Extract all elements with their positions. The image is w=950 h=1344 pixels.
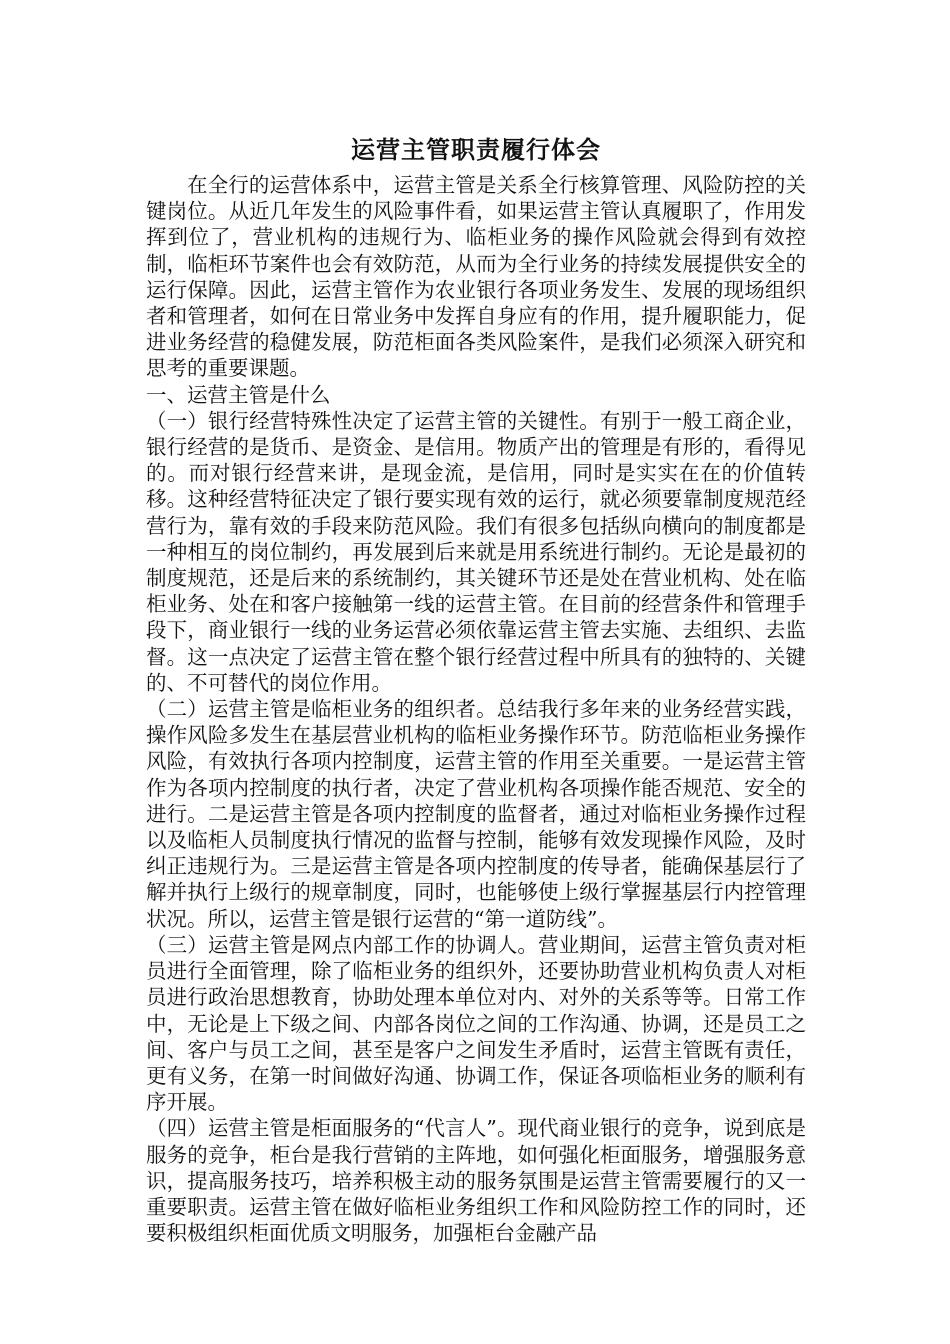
document-page [146,134,806,1246]
document-body [146,172,806,1246]
section-heading: 一、运营主管是什么 [146,382,331,407]
intro-paragraph: 在全行的运营体系中，运营主管是关系全行核算管理、风险防控的关键岗位。从近几年发生的风险事件看，如果运营主管认真履职了，作用发挥到位了，营业机构的违规行为、临柜业务的操作风险就会得到有效控制，临柜环节案件也会有效防范，从而为全行业务的持续发展提供安全的运行保障。因此，运营主管作为农业银行各项业务发生、发展的现场组织者和管理者，如何在日常业务中发挥自身应有的作用，提升履职能力，促进业务经营的稳健发展，防范柜面各类风险案件，是我们必须深入研究和思考的重要课题。 [146,173,806,381]
paragraph-item-1: （一）银行经营特殊性决定了运营主管的关键性。有别于一般工商企业，银行经营的是货币、是资金、是信用。物质产出的管理是有形的，看得见的。而对银行经营来讲，是现金流，是信用，同时是实实在在的价值转移。这种经营特征决定了银行要实现有效的运行，就必须要靠制度规范经营行为，靠有效的手段来防范风险。我们有很多包括纵向横向的制度都是一种相互的岗位制约，再发展到后来就是用系统进行制约。无论是最初的制度规范，还是后来的系统制约，其关键环节还是处在营业机构、处在临柜业务、处在和客户接触第一线的运营主管。在目前的经营条件和管理手段下，商业银行一线的业务运营必须依靠运营主管去实施、去组织、去监督。这一点决定了运营主管在整个银行经营过程中所具有的独特的、关键的、不可替代的岗位作用。 [146,408,806,695]
paragraph-item-2: （二）运营主管是临柜业务的组织者。总结我行多年来的业务经营实践，操作风险多发生在基层营业机构的临柜业务操作环节。防范临柜业务操作风险，有效执行各项内控制度，运营主管的作用至关重要。一是运营主管作为各项内控制度的执行者，决定了营业机构各项操作能否规范、安全的进行。二是运营主管是各项内控制度的监督者，通过对临柜业务操作过程以及临柜人员制度执行情况的监督与控制，能够有效发现操作风险，及时纠正违规行为。三是运营主管是各项内控制度的传导者，能确保基层行了解并执行上级行的规章制度，同时，也能够使上级行掌握基层行内控管理状况。所以，运营主管是银行运营的“第一道防线”。 [146,697,806,931]
paragraph-item-4: （四）运营主管是柜面服务的“代言人”。现代商业银行的竞争，说到底是服务的竞争，柜台是我行营销的主阵地，如何强化柜面服务，增强服务意识，提高服务技巧，培养积极主动的服务氛围是运营主管需要履行的又一重要职责。运营主管在做好临柜业务组织工作和风险防控工作的同时，还要积极组织柜面优质文明服务，加强柜台金融产品 [146,1116,806,1246]
paragraph-item-3: （三）运营主管是网点内部工作的协调人。营业期间，运营主管负责对柜员进行全面管理，除了临柜业务的组织外，还要协助营业机构负责人对柜员进行政治思想教育，协助处理本单位对内、对外的关系等等。日常工作中，无论是上下级之间、内部各岗位之间的工作沟通、协调，还是员工之间、客户与员工之间，甚至是客户之间发生矛盾时，运营主管既有责任，更有义务，在第一时间做好沟通、协调工作，保证各项临柜业务的顺利有序开展。 [146,932,806,1115]
document-title: 运营主管职责履行体会 [351,135,601,164]
